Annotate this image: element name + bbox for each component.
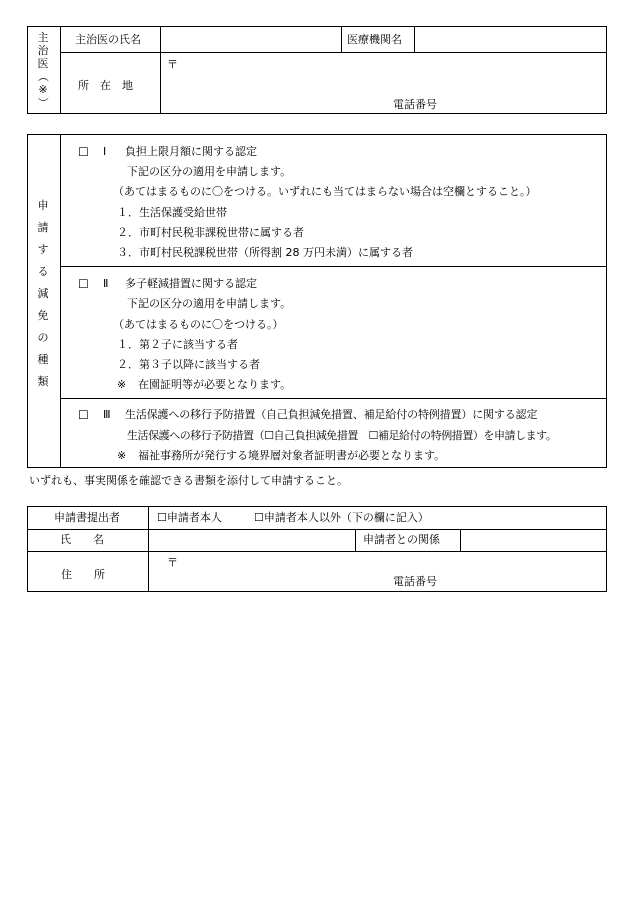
- attachment-footnote: いずれも、事実関係を確認できる書類を添付して申請すること。: [29, 474, 348, 487]
- institution-label: 医療機関名: [347, 33, 402, 46]
- submitter-phone-label: 電話番号: [393, 575, 437, 588]
- submitter-col-line: [148, 506, 149, 592]
- sec2-checkbox[interactable]: ☐: [78, 277, 89, 291]
- doctor-table-divider: [341, 26, 342, 52]
- sec1-checkbox[interactable]: ☐: [78, 145, 89, 159]
- reduction-section-line: [60, 398, 607, 399]
- doctor-table-divider: [160, 26, 161, 114]
- sec3-line1: 生活保護への移行予防措置（☐自己負担減免措置 ☐補足給付の特例措置）を申請します。: [127, 429, 557, 442]
- sec1-number: Ⅰ: [103, 145, 107, 158]
- sec2-title: 多子軽減措置に関する認定: [125, 277, 257, 290]
- sec1-line2: （あてはまるものに〇をつける。いずれにも当てはまらない場合は空欄とすること。）: [113, 185, 537, 198]
- sec3-note-mark: ※: [117, 449, 127, 462]
- sec2-number: Ⅱ: [103, 277, 109, 290]
- sec3-title: 生活保護への移行予防措置（自己負担減免措置、補足給付の特例措置）に関する認定: [125, 408, 538, 421]
- sec2-item: １．第２子に該当する者: [117, 338, 238, 351]
- sec2-note-mark: ※: [117, 378, 127, 391]
- sec3-checkbox[interactable]: ☐: [78, 408, 89, 422]
- location-label: 所 在 地: [78, 79, 133, 92]
- submitter-postal-mark: 〒: [167, 556, 178, 569]
- reduction-table-divider: [60, 134, 61, 468]
- sec1-item: １．生活保護受給世帯: [117, 206, 227, 219]
- sec1-item: ３．市町村民税課税世帯（所得割 28 万円未満）に属する者: [117, 246, 413, 259]
- sec1-line1: 下記の区分の適用を申請します。: [127, 165, 292, 178]
- sec2-line1: 下記の区分の適用を申請します。: [127, 297, 292, 310]
- sec2-line2: （あてはまるものに〇をつける。）: [113, 318, 284, 331]
- doctor-side-label: 主 治 医 （ ※ ）: [36, 31, 50, 108]
- doctor-table-divider: [60, 26, 61, 114]
- sec3-note: 福祉事務所が発行する境界層対象者証明書が必要となります。: [138, 449, 446, 462]
- sec2-note: 在園証明等が必要となります。: [138, 378, 292, 391]
- submitter-option-other[interactable]: ☐申請者本人以外（下の欄に記入）: [254, 511, 429, 524]
- doctor-postal-mark: 〒: [167, 58, 178, 71]
- submitter-label: 申請書提出者: [54, 511, 120, 524]
- reduction-section-line: [60, 266, 607, 267]
- sec3-number: Ⅲ: [103, 408, 111, 421]
- applicant-name-label: 氏 名: [60, 533, 104, 546]
- doctor-phone-label: 電話番号: [393, 98, 437, 111]
- relation-label: 申請者との関係: [363, 533, 440, 546]
- submitter-row-line: [27, 529, 607, 530]
- submitter-option-self[interactable]: ☐申請者本人: [157, 511, 222, 524]
- doctor-name-label: 主治医の氏名: [75, 33, 141, 46]
- reduction-side-label: 申 請 す る 減 免 の 種 類: [37, 199, 49, 388]
- sec1-item: ２．市町村民税非課税世帯に属する者: [117, 226, 304, 239]
- doctor-table-divider: [414, 26, 415, 52]
- doctor-table-row-line: [60, 52, 607, 53]
- submitter-col-line: [355, 529, 356, 551]
- submitter-col-line: [460, 529, 461, 551]
- sec1-title: 負担上限月額に関する認定: [125, 145, 257, 158]
- address-label: 住 所: [61, 568, 105, 581]
- sec2-item: ２．第３子以降に該当する者: [117, 358, 260, 371]
- submitter-row-line: [27, 551, 607, 552]
